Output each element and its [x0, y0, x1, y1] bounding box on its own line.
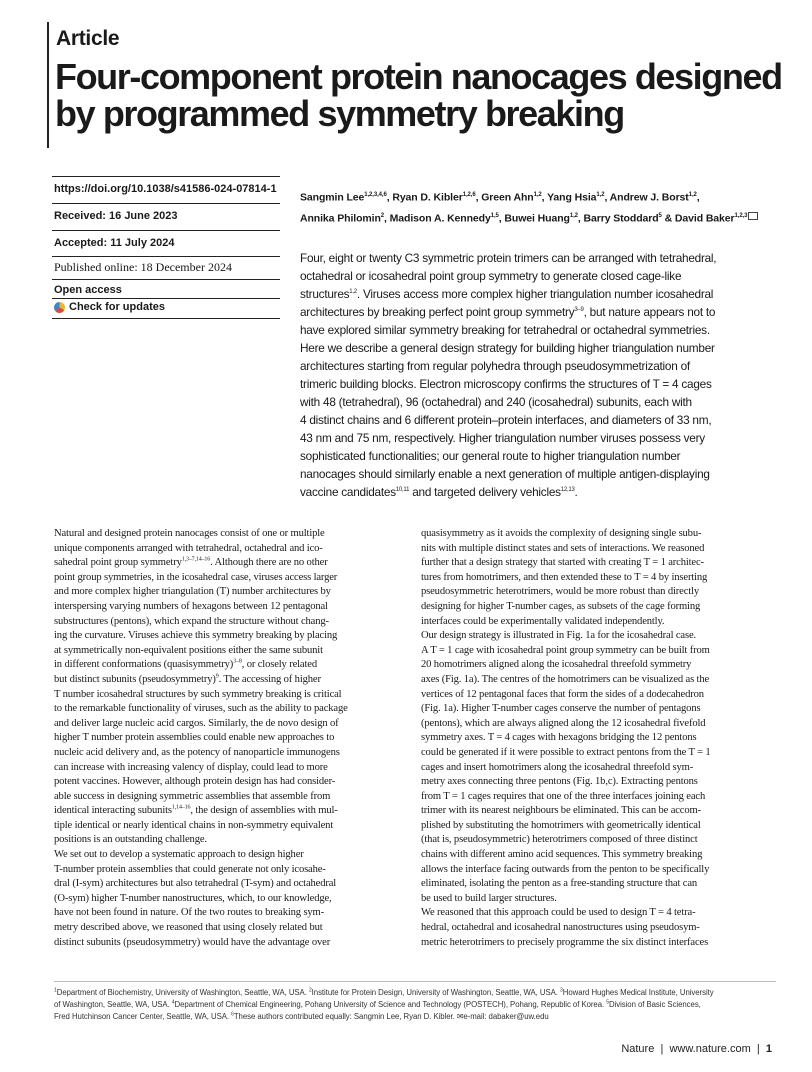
text-segment: chains with different amino acid sequences. This symmetry breaking [421, 849, 703, 861]
text-segment: quasisymmetry as it avoids the complexity of designing single subu- [421, 528, 702, 539]
text-segment: have explored similar symmetry breaking for tetrahedral or octahedral symmetries. [300, 323, 710, 337]
text-segment: and targeted delivery vehicles [409, 485, 561, 499]
meta-divider [52, 279, 280, 280]
citation-superscript: 12,13 [560, 487, 575, 494]
body-line [421, 629, 779, 644]
citation-superscript: 1,5 [490, 212, 499, 219]
abstract-line [300, 321, 775, 339]
text-segment: , Andrew J. Borst [604, 191, 689, 204]
text-segment: Four, eight or twenty C3 symmetric protein trimers can be arranged with tetrahedral, [300, 251, 717, 265]
body-line [54, 600, 412, 615]
body-line [54, 833, 412, 848]
text-segment: T-number protein assemblies that could generate not only icosahe- [54, 863, 326, 875]
abstract-line [300, 285, 775, 303]
text-segment: , the design of assemblies with mul- [190, 805, 338, 817]
citation-superscript: 1,3–7,14–16 [181, 556, 211, 563]
body-line [421, 585, 779, 600]
text-segment: These authors contributed equally: Sangmin Lee, Ryan D. Kibler. [233, 1012, 457, 1022]
body-line [421, 615, 779, 630]
text-segment: . The accessing of higher [218, 673, 321, 685]
body-line [421, 863, 779, 878]
text-segment: , Yang Hsia [541, 191, 597, 204]
citation-superscript: 2 [308, 987, 312, 994]
body-line [54, 906, 412, 921]
text-segment: have not been found in nature. Of the two routes to breaking sym- [54, 907, 325, 919]
body-line [54, 629, 412, 644]
text-segment: be used to build larger structures. [421, 892, 557, 904]
body-line [421, 556, 779, 571]
abstract-line [300, 249, 775, 267]
text-segment: pseudosymmetric heterotrimers, would be more robust than directly [421, 586, 699, 598]
text-segment: but distinct subunits (pseudosymmetry) [54, 673, 216, 685]
text-segment: Institute for Protein Design, University of Washington, Seattle, WA, USA. [311, 988, 561, 997]
citation-superscript: 1,2,6 [462, 192, 476, 198]
footnote-divider [54, 981, 776, 982]
text-segment: trimeric building blocks. Electron microscopy confirms the structures of T = 4 cages [300, 377, 712, 391]
body-line [54, 804, 412, 819]
body-line [54, 790, 412, 805]
body-line [54, 673, 412, 688]
body-line [54, 892, 412, 907]
text-segment: T number icosahedral structures by such symmetry breaking is critical [54, 688, 342, 700]
author-line [300, 207, 790, 228]
meta-divider [52, 318, 280, 319]
body-line [421, 892, 779, 907]
abstract [300, 249, 775, 501]
body-line [54, 556, 412, 571]
body-line [54, 527, 412, 542]
author-line [300, 186, 790, 207]
page-footer [621, 1043, 772, 1055]
meta-divider [52, 203, 280, 204]
text-segment: higher T number protein assemblies could enable new approaches to [54, 732, 335, 744]
body-line [54, 775, 412, 790]
text-segment: sahedral point group symmetry [54, 557, 182, 569]
page-number: 1 [765, 1043, 772, 1055]
paper-title-line: Four-component protein nanocages designed [55, 56, 782, 97]
text-segment: ing the curvature. Viruses achieve this symmetry breaking by placing [54, 630, 338, 642]
body-line [54, 731, 412, 746]
body-line [54, 644, 412, 659]
body-line [54, 702, 412, 717]
text-segment: metric heterotrimers to precisely programme the six distinct interfaces [421, 936, 709, 948]
check-updates-icon [54, 302, 65, 313]
text-segment: , or closely related [241, 659, 317, 671]
text-segment: , Green Ahn [475, 191, 534, 204]
meta-divider [52, 298, 280, 299]
body-line [421, 702, 779, 717]
abstract-line [300, 465, 775, 483]
text-segment: interspersing varying numbers of hexagons between 12 pentagonal [54, 600, 328, 612]
text-segment: Fred Hutchinson Cancer Center, Seattle, WA, USA. [54, 1012, 232, 1022]
body-line [421, 542, 779, 557]
text-segment: (that is, pseudosymmetric) heterotrimers composed of three distinct [421, 834, 698, 846]
citation-superscript: 1 [54, 987, 57, 994]
body-column-right [421, 527, 779, 950]
text-segment: at symmetrically non-equivalent positions either the same subunit [54, 644, 323, 656]
citation-superscript: 5 [606, 999, 609, 1006]
body-line [421, 731, 779, 746]
affiliations-footnote [54, 987, 779, 1024]
body-line [421, 936, 779, 951]
body-line [421, 848, 779, 863]
citation-superscript: 2 [380, 212, 385, 219]
body-line [54, 819, 412, 834]
body-line [421, 921, 779, 936]
citation-superscript: 6 [231, 1011, 234, 1018]
text-segment: hedral, octahedral and icosahedral nanostructures using pseudosym- [421, 922, 700, 934]
text-segment: octahedral or icosahedral point group symmetry to generate closed cage-like [300, 269, 682, 283]
citation-superscript: 5 [658, 212, 662, 219]
text-segment: ✉ [456, 1012, 464, 1022]
body-line [54, 936, 412, 951]
citation-superscript: 1,2 [596, 192, 605, 198]
paper-title [55, 58, 795, 132]
open-access-label: Open access [54, 284, 122, 296]
accepted-date: Accepted: 11 July 2024 [54, 237, 175, 249]
check-for-updates-button[interactable] [54, 301, 165, 313]
text-segment: . Viruses access more complex higher triangulation number icosahedral [356, 287, 714, 301]
text-segment: trimer with its nearest neighbours be eliminated. This can be accom- [421, 805, 701, 817]
text-segment: We set out to develop a systematic approach to design higher [54, 849, 304, 861]
text-segment: and more complex higher triangulation (T) number architectures by [54, 586, 331, 598]
citation-superscript: 3–8 [233, 658, 242, 665]
text-segment: nucleic acid delivery and, as the potency of nanoparticle immunogens [54, 746, 340, 758]
journal-website-link[interactable]: www.nature.com [669, 1043, 751, 1055]
text-segment: , Buwei Huang [498, 212, 570, 224]
text-segment: and deliver large nucleic acid cargos. Similarly, the de novo design of [54, 717, 339, 729]
text-segment: dral (I-sym) architectures but also tetrahedral (T-sym) and octahedral [54, 878, 337, 890]
citation-superscript: 4 [171, 999, 175, 1006]
meta-divider [52, 230, 280, 231]
text-segment: unique components arranged with tetrahedral, octahedral and ico- [54, 542, 323, 554]
text-segment: metry axes connecting three pentons (Fig. 1b,c). Extracting pentons [421, 776, 698, 788]
body-line [54, 658, 412, 673]
body-line [421, 833, 779, 848]
text-segment: substructures (pentons), which expand the structure without chang- [54, 615, 329, 627]
text-segment: structures [300, 287, 350, 301]
abstract-line [300, 357, 775, 375]
text-segment: Annika Philomin [300, 212, 381, 224]
body-line [54, 877, 412, 892]
journal-name: Nature [621, 1043, 655, 1055]
abstract-line [300, 411, 775, 429]
body-line [421, 790, 779, 805]
text-segment: vaccine candidates [300, 485, 396, 499]
text-segment: to the remarkable functionality of viruses, such as the ability to package [54, 703, 348, 715]
text-segment: . Although there are no other [210, 557, 328, 569]
body-line [54, 746, 412, 761]
meta-divider [52, 256, 280, 257]
citation-superscript: 1,2,3,4,6 [364, 192, 387, 198]
text-segment: Natural and designed protein nanocages consist of one or multiple [54, 528, 325, 539]
text-segment: Sangmin Lee [300, 191, 365, 204]
citation-superscript: 1,2 [533, 192, 542, 198]
text-segment: symmetry axes. T = 4 cages with hexagons bridging the 12 pentons [421, 732, 697, 744]
body-line [54, 848, 412, 863]
citation-superscript: 3–9 [574, 307, 584, 314]
text-segment: e-mail: dabaker@uw.edu [463, 1012, 549, 1022]
citation-superscript: 9 [215, 673, 219, 680]
body-line [421, 775, 779, 790]
text-segment: , but nature appears not to [583, 305, 716, 319]
footer-separator: | [756, 1043, 760, 1055]
body-line [54, 688, 412, 703]
abstract-line [300, 447, 775, 465]
text-segment: architectures by breaking perfect point group symmetry [300, 305, 575, 319]
abstract-line [300, 483, 775, 501]
text-segment: plished by substituting the homotrimers with geometrically identical [421, 819, 701, 831]
abstract-line [300, 429, 775, 447]
text-segment: Division of Basic Sciences, [608, 1000, 701, 1010]
body-line [421, 658, 779, 673]
footer-separator: | [660, 1043, 664, 1055]
body-line [421, 717, 779, 732]
citation-superscript: 1,2 [688, 192, 697, 198]
text-segment: Department of Chemical Engineering, Pohang University of Science and Technology (POSTECH), Pohang, Republic of Korea. [174, 1000, 607, 1010]
author-list [300, 186, 790, 227]
text-segment: , Ryan D. Kibler [386, 191, 463, 204]
footnote-line [54, 999, 779, 1011]
text-segment: (O-sym) higher T-number nanostructures, which, to our knowledge, [54, 892, 332, 904]
text-segment: . [574, 485, 578, 499]
text-segment: positions is an outstanding challenge. [54, 834, 207, 846]
footnote-line [54, 987, 779, 999]
text-segment: distinct subunits (pseudosymmetry) would have the advantage over [54, 936, 331, 948]
text-segment: tiple identical or nearly identical chains in non-symmetry equivalent [54, 819, 334, 831]
text-segment: , Madison A. Kennedy [384, 212, 491, 224]
body-line [421, 644, 779, 659]
body-line [421, 746, 779, 761]
text-segment: 43 nm and 75 nm, respectively. Higher triangulation number viruses possess very [300, 431, 705, 445]
text-segment: , [696, 191, 700, 204]
citation-superscript: 3 [560, 987, 563, 994]
body-line [54, 615, 412, 630]
published-date: Published online: 18 December 2024 [54, 260, 232, 274]
text-segment: potent vaccines. However, although protein design has had consider- [54, 776, 336, 788]
text-segment: eliminated, isolating the penton as a free-standing structure that can [421, 878, 698, 890]
text-segment: axes (Fig. 1a). The centres of the homotrimers can be visualized as the [421, 673, 710, 685]
body-line [421, 600, 779, 615]
body-line [54, 863, 412, 878]
body-line [54, 585, 412, 600]
text-segment: interfaces could be experimentally validated independently. [421, 615, 665, 627]
text-segment: of Washington, Seattle, WA, USA. [54, 1000, 172, 1010]
body-line [54, 542, 412, 557]
abstract-line [300, 303, 775, 321]
text-segment: able success in designing symmetric assemblies that assemble from [54, 790, 331, 802]
email-icon[interactable] [748, 212, 758, 220]
body-line [54, 921, 412, 936]
doi-link[interactable]: https://doi.org/10.1038/s41586-024-07814-1 [54, 183, 277, 195]
text-segment: , Barry Stoddard [577, 212, 659, 224]
citation-superscript: 1,2,3 [734, 212, 748, 219]
body-line [421, 527, 779, 542]
paper-title-line: by programmed symmetry breaking [55, 93, 624, 134]
abstract-line [300, 393, 775, 411]
text-segment: (pentons), which are always aligned along the 12 icosahedral fivefold [421, 717, 706, 729]
text-segment: from T = 1 cages requires that one of the three interfaces joining each [421, 790, 706, 802]
check-updates-label: Check for updates [69, 301, 165, 313]
body-line [421, 673, 779, 688]
text-segment: designing for higher T-number cages, as subsets of the cage forming [421, 600, 701, 612]
citation-superscript: 1,2 [349, 289, 357, 296]
header-rule [47, 22, 49, 148]
citation-superscript: 1,14–16 [171, 804, 191, 811]
citation-superscript: 10,11 [395, 487, 410, 494]
footnote-line [54, 1011, 779, 1023]
text-segment: sophisticated functionalities; our general route to higher triangulation number [300, 449, 681, 463]
text-segment: Howard Hughes Medical Institute, University [562, 988, 714, 997]
text-segment: nanocages should similarly enable a next generation of multiple antigen-displaying [300, 467, 710, 481]
abstract-line [300, 339, 775, 357]
body-line [421, 804, 779, 819]
body-line [54, 571, 412, 586]
text-segment: further that a design strategy that started with creating T = 1 architec- [421, 557, 704, 569]
body-line [421, 761, 779, 776]
text-segment: architectures starting from regular polyhedra through pseudosymmetrization of [300, 359, 690, 373]
citation-superscript: 1,2 [569, 212, 578, 219]
text-segment: A T = 1 cage with icosahedral point group symmetry can be built from [421, 644, 710, 656]
text-segment: cages and insert homotrimers along the icosahedral threefold sym- [421, 761, 694, 773]
body-line [421, 571, 779, 586]
text-segment: in different conformations (quasisymmetry) [54, 659, 234, 671]
text-segment: with 48 (tetrahedral), 96 (octahedral) and 240 (icosahedral) subunits, each with [300, 395, 692, 409]
body-column-left [54, 527, 412, 950]
text-segment: & David Baker [661, 212, 735, 224]
text-segment: vertices of 12 pentagonal faces that form the sides of a dodecahedron [421, 688, 704, 700]
text-segment: identical interacting subunits [54, 805, 172, 817]
text-segment: We reasoned that this approach could be used to design T = 4 tetra- [421, 907, 696, 919]
text-segment: 4 distinct chains and 6 different protein–protein interfaces, and diameters of 33 nm, [300, 413, 712, 427]
text-segment: Here we describe a general design strategy for building higher triangulation number [300, 341, 715, 355]
text-segment: metry described above, we reasoned that using closely related but [54, 922, 323, 934]
text-segment: (Fig. 1a). Higher T-number cages conserve the number of pentagons [421, 703, 701, 715]
abstract-line [300, 267, 775, 285]
text-segment: point group symmetries, in the icosahedral case, viruses access larger [54, 571, 338, 583]
text-segment: Department of Biochemistry, University of Washington, Seattle, WA, USA. [56, 988, 309, 997]
text-segment: nits with multiple distinct states and sets of interactions. We reasoned [421, 542, 705, 554]
text-segment: Our design strategy is illustrated in Fig. 1a for the icosahedral case. [421, 630, 697, 642]
text-segment: could be generated if it were possible to extract pentons from the T = 1 [421, 746, 711, 758]
text-segment: can increase with increasing valency of display, could lead to more [54, 761, 328, 773]
body-line [421, 877, 779, 892]
body-line [421, 819, 779, 834]
body-line [54, 761, 412, 776]
body-line [421, 906, 779, 921]
text-segment: 20 homotrimers aligned along the icosahedral threefold symmetry [421, 659, 692, 671]
text-segment: allows the interface facing outwards from the penton to be specifically [421, 863, 710, 875]
body-line [421, 688, 779, 703]
abstract-line [300, 375, 775, 393]
body-line [54, 717, 412, 732]
text-segment: tures from homotrimers, and then extended these to T = 4 by inserting [421, 571, 708, 583]
article-type-label: Article [56, 27, 120, 50]
received-date: Received: 16 June 2023 [54, 210, 178, 222]
meta-divider [52, 176, 280, 177]
